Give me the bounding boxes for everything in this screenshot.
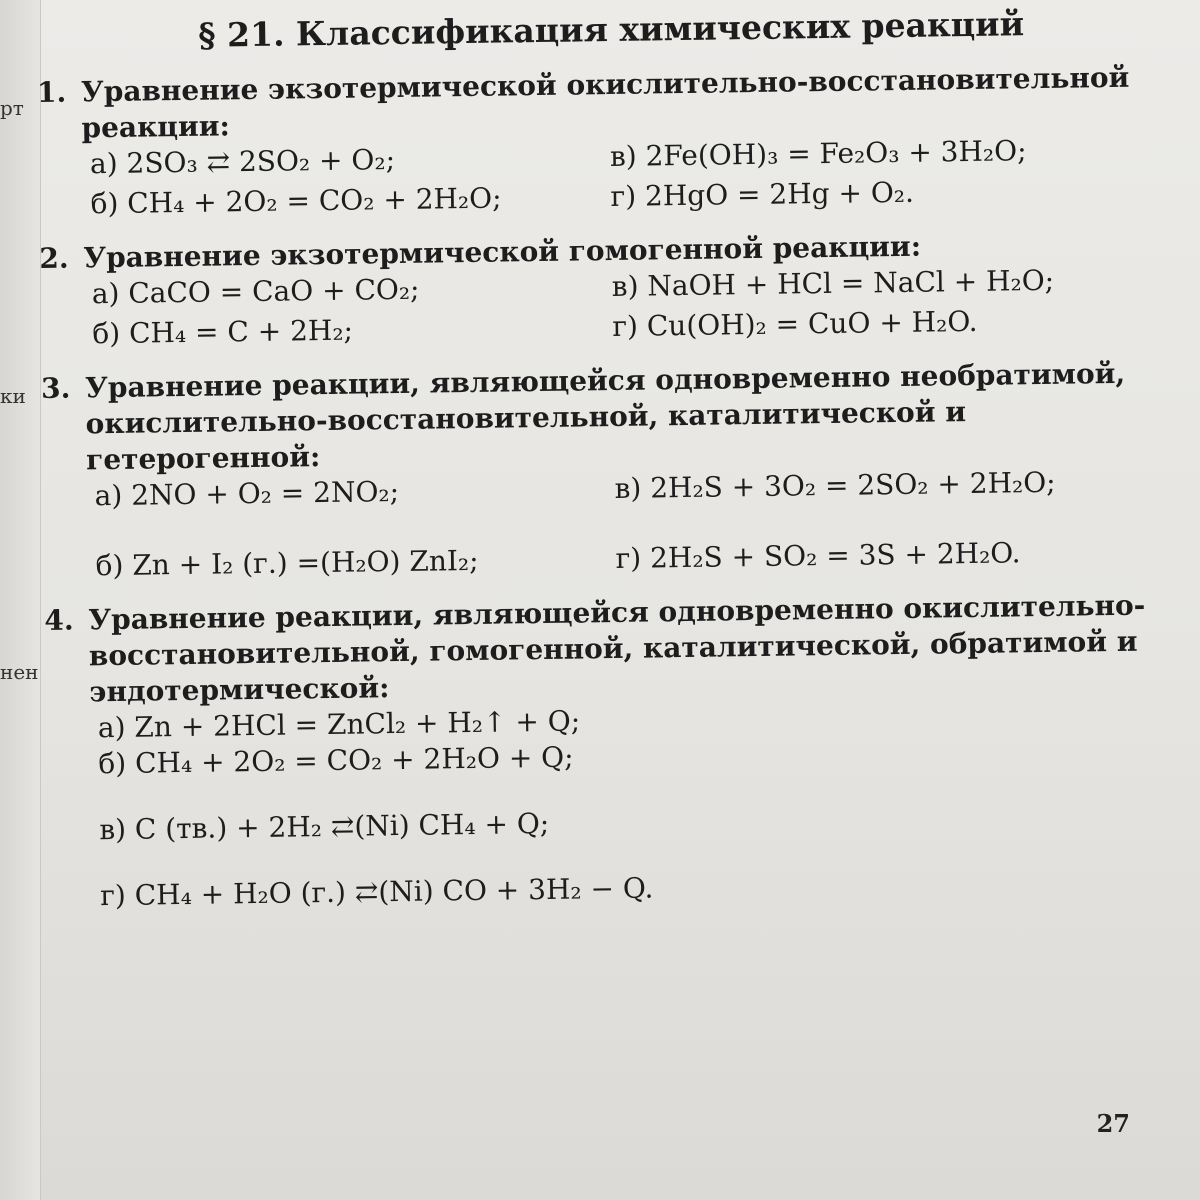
task-3 xyxy=(41,355,1154,584)
option-v[interactable]: в) 2H₂S + 3O₂ = 2SO₂ + 2H₂O; xyxy=(614,465,1056,505)
option-b[interactable]: б) CH₄ + 2O₂ = CO₂ + 2H₂O + Q; xyxy=(98,740,574,781)
option-a[interactable]: а) 2NO + O₂ = 2NO₂; xyxy=(94,474,400,513)
page-number: 27 xyxy=(1096,1109,1130,1138)
edge-fragment: рт xyxy=(0,96,24,120)
task-text: Уравнение реакции, являющейся одновременно необратимой, окислительно-восстановительной, каталитической и гетерогенной: xyxy=(84,356,1126,477)
option-b[interactable]: б) CH₄ + 2O₂ = CO₂ + 2H₂O; xyxy=(90,181,502,221)
option-g[interactable]: г) CH₄ + H₂O (г.) ⇄(Ni) CO + 3H₂ − Q. xyxy=(100,871,654,913)
task-number: 1. xyxy=(36,75,67,109)
task-2 xyxy=(39,225,1150,352)
task-text: Уравнение реакции, являющейся одновременно окислительно-восстановительной, гомогенной, каталитической, обратимой и эндотермической: xyxy=(88,588,1146,709)
task-1 xyxy=(37,59,1149,222)
option-g[interactable]: г) Cu(OH)₂ = CuO + H₂O. xyxy=(612,304,978,343)
task-question xyxy=(44,587,1155,710)
task-text: Уравнение экзотермической окислительно-восстановительной реакции: xyxy=(80,60,1130,145)
edge-fragment: нен xyxy=(0,660,39,684)
option-a[interactable]: а) 2SO₃ ⇄ 2SO₂ + O₂; xyxy=(89,143,396,181)
task-4 xyxy=(44,587,1158,914)
task-number: 3. xyxy=(40,371,71,405)
answer-options xyxy=(92,261,1151,352)
option-v[interactable]: в) NaOH + HCl = NaCl + H₂O; xyxy=(611,263,1055,303)
answer-options xyxy=(90,131,1149,222)
edge-fragment: ки xyxy=(0,384,26,408)
option-b[interactable]: б) Zn + I₂ (г.) =(H₂O) ZnI₂; xyxy=(95,543,479,583)
section-title: § 21. Классификация химических реакций xyxy=(198,4,1025,55)
option-a[interactable]: а) Zn + 2HCl = ZnCl₂ + H₂↑ + Q; xyxy=(97,704,581,745)
option-g[interactable]: г) 2HgO = 2Hg + O₂. xyxy=(610,175,915,213)
option-b[interactable]: б) CH₄ = C + 2H₂; xyxy=(92,313,354,351)
page-content xyxy=(36,3,1159,933)
task-question xyxy=(41,355,1152,478)
option-g[interactable]: г) 2H₂S + SO₂ = 3S + 2H₂O. xyxy=(615,536,1021,575)
adjacent-page-edge xyxy=(0,0,41,1200)
task-number: 2. xyxy=(39,241,69,275)
task-number: 4. xyxy=(44,603,74,637)
task-text: Уравнение экзотермической гомогенной реакции: xyxy=(83,229,922,275)
answer-options xyxy=(94,463,1153,584)
option-a[interactable]: а) CaCO = CaO + CO₂; xyxy=(91,272,420,311)
option-v[interactable]: в) 2Fe(OH)₃ = Fe₂O₃ + 3H₂O; xyxy=(609,134,1027,173)
option-v[interactable]: в) C (тв.) + 2H₂ ⇄(Ni) CH₄ + Q; xyxy=(99,806,550,847)
